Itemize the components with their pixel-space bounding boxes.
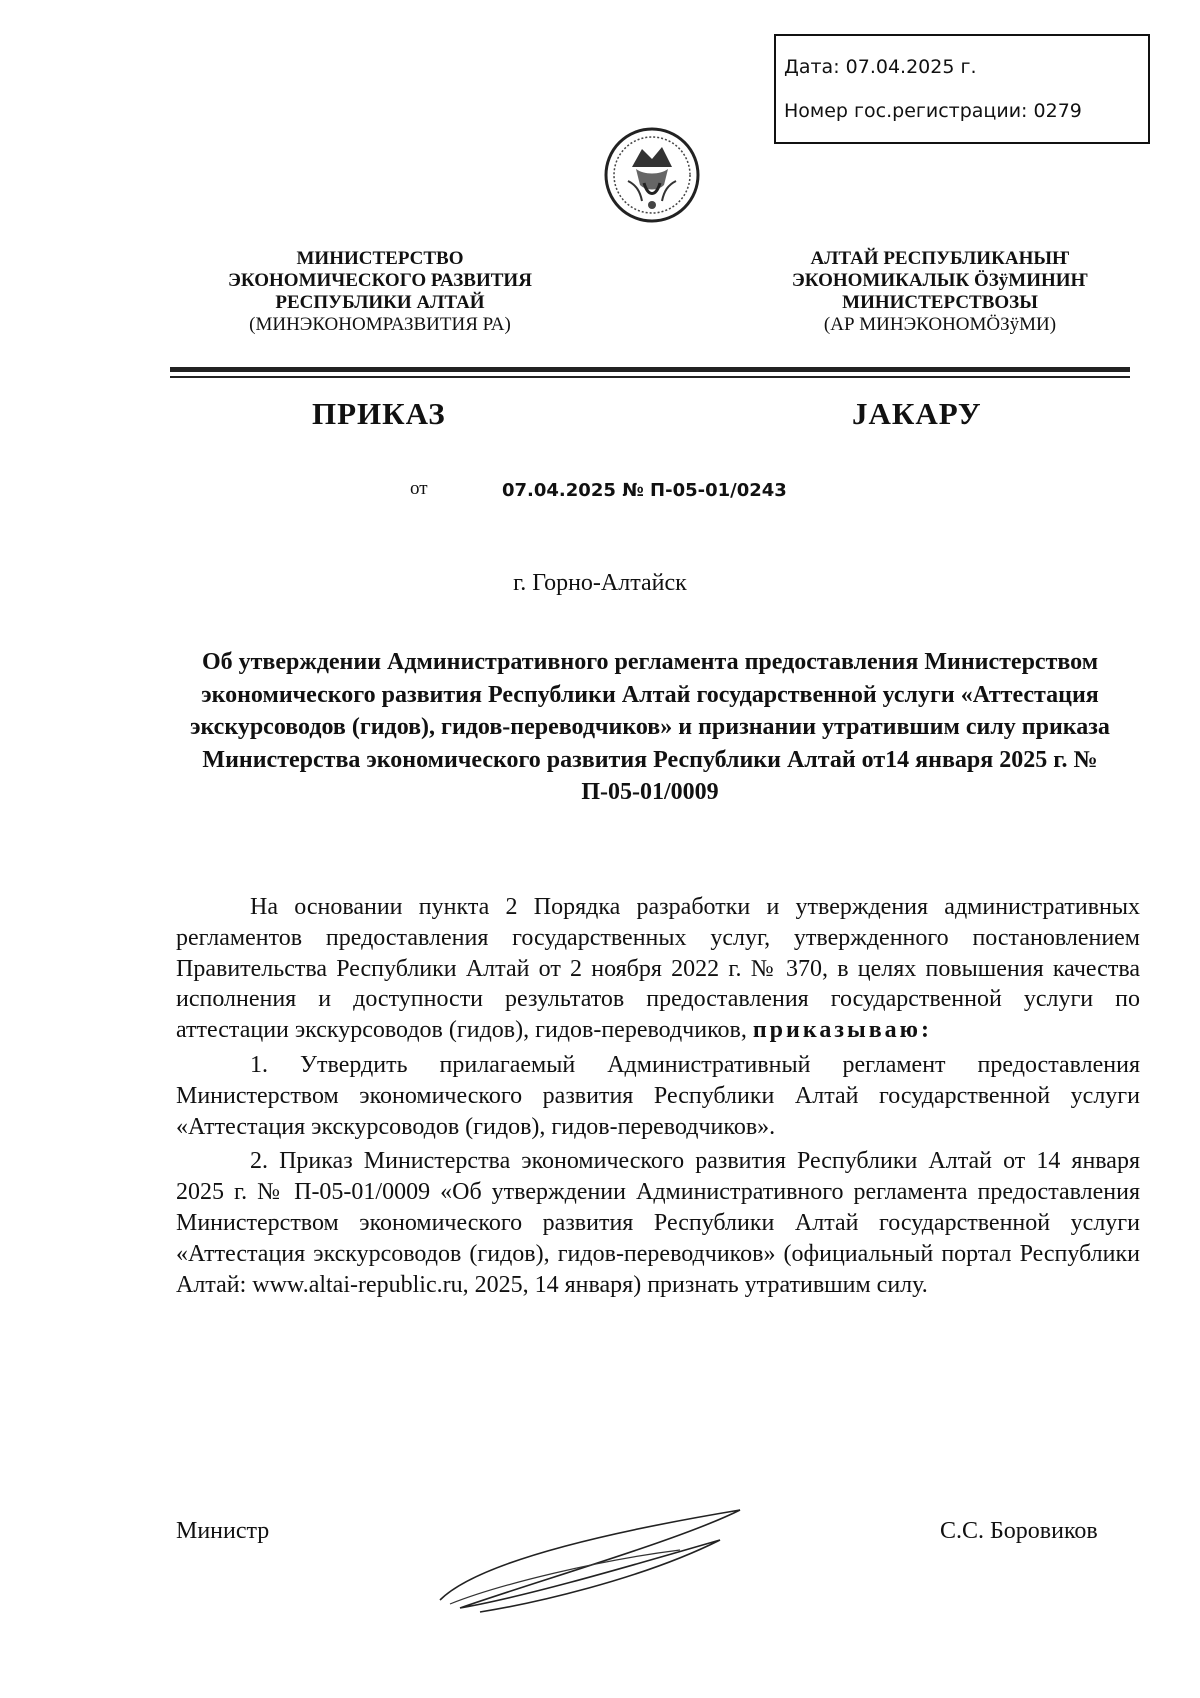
body-item-2: 2. Приказ Министерства экономического развития Республики Алтай от 14 января 2025 г. № П-05-01/0009 «Об утверждении Административного регламента предоставления Министерством экономического развития Республики Алтай государственной услуги «Аттестация экскурсоводов (гидов), гидов-переводчиков» (официальный портал Республики Алтай: www.altai-republic.ru, 2025, 14 января) признать утратившим силу. <box>176 1148 1140 1298</box>
header-right-line2: ЭКОНОМИКАЛЫК ÖЗÿМИНИҤ <box>791 270 1089 291</box>
altai-coat-of-arms-icon <box>602 125 702 225</box>
signer-position: Министр <box>176 1518 270 1544</box>
document-title: Об утверждении Административного регламента предоставления Министерством экономического развития Республики Алтай государственной услуги «Аттестация экскурсоводов (гидов), гидов-переводчиков» и признании утратившим силу приказа Министерства экономического развития Республики Алтай от14 января 2025 г. № П-05-01/0009 <box>190 649 1110 805</box>
registration-date-label: Дата: <box>784 56 840 78</box>
header-divider-thick <box>170 367 1130 372</box>
document-body <box>176 892 1140 1300</box>
date-prefix: от <box>410 478 428 499</box>
signer-name: С.С. Боровиков <box>940 1518 1098 1544</box>
header-right-line3: МИНИСТЕРСТВОЗЫ <box>842 292 1038 313</box>
registration-number <box>784 100 1082 122</box>
handwritten-signature-icon <box>420 1500 760 1620</box>
doc-type-ru: ПРИКАЗ <box>312 396 446 431</box>
header-left-line3: РЕСПУБЛИКИ АЛТАЙ <box>275 292 485 313</box>
registration-date-value: 07.04.2025 г. <box>845 56 977 78</box>
body-item-1: 1. Утвердить прилагаемый Административный регламент предоставления Министерством экономического развития Республики Алтай государственной услуги «Аттестация экскурсоводов (гидов), гидов-переводчиков». <box>176 1051 1140 1140</box>
header-left-line1: МИНИСТЕРСТВО <box>296 248 464 269</box>
header-ministry-alt <box>730 248 1150 336</box>
body-intro-paragraph <box>176 892 1140 1046</box>
header-left-line2: ЭКОНОМИЧЕСКОГО РАЗВИТИЯ <box>228 270 532 291</box>
doc-type-alt: JАКАРУ <box>852 396 982 431</box>
body-intro: На основании пункта 2 Порядка разработки и утверждения административных регламентов предоставления государственных услуг, утвержденного постановлением Правительства Республики Алтай от 2 ноября 2022 г. № 370, в целях повышения качества исполнения и доступности результатов предоставления государственной услуги по аттестации экскурсоводов (гидов), гидов-переводчиков, <box>176 894 1140 1044</box>
registration-date <box>784 56 977 78</box>
document-number: 07.04.2025 № П-05-01/0243 <box>502 480 787 501</box>
header-ministry-ru <box>170 248 590 336</box>
body-command: приказываю: <box>752 1017 932 1044</box>
header-right-line1: АЛТАЙ РЕСПУБЛИКАНЫҤ <box>810 248 1070 269</box>
header-left-line4: (МИНЭКОНОМРАЗВИТИЯ РА) <box>249 314 511 335</box>
header-right-line4: (АР МИНЭКОНОМÖЗÿМИ) <box>823 314 1057 335</box>
registration-box <box>774 34 1150 144</box>
registration-number-label: Номер гос.регистрации: <box>784 100 1028 122</box>
city: г. Горно-Алтайск <box>513 570 687 596</box>
registration-number-value: 0279 <box>1033 100 1082 122</box>
header-divider-thin <box>170 376 1130 378</box>
